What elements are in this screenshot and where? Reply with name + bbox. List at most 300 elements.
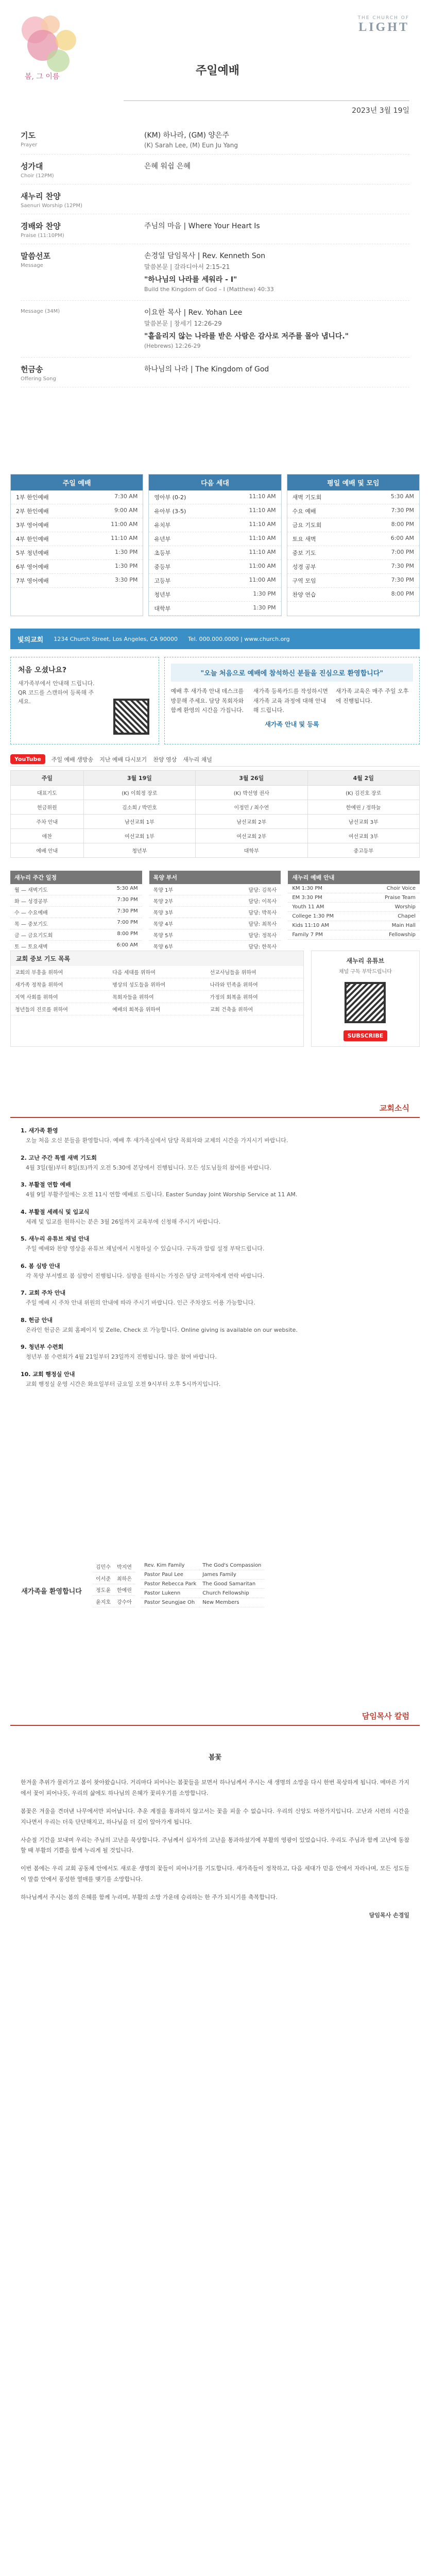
scripture: 말씀본문 | 갈라디아서 2:15-21	[144, 263, 230, 270]
schedule-name: 3부 영어예배	[16, 522, 49, 529]
address-line: 1234 Church Street, Los Angeles, CA 90000	[54, 635, 178, 642]
roster-cell: 여선교회 3부	[307, 829, 419, 843]
news-heading: 1. 새가족 환영	[21, 1127, 58, 1134]
member-cell: Pastor Lukenn	[141, 1589, 199, 1598]
youtube-link[interactable]: 새누리 채널	[183, 756, 212, 763]
list-item-name: Family 7 PM	[292, 932, 323, 938]
prayer-item: 가정의 회복을 위하여	[206, 991, 303, 1003]
roster-cell: 애찬	[11, 829, 84, 843]
schedule-time: 8:00 PM	[391, 590, 414, 597]
member-row	[141, 1580, 264, 1589]
member-row	[93, 1596, 135, 1607]
roster-row	[11, 815, 420, 829]
sermon-title: "흩을리지 않는 나라를 받은 사람은 감사로 저주를 몰아 냅니다."	[144, 332, 349, 341]
schedule-time: 7:30 PM	[391, 577, 414, 583]
schedule-row	[149, 602, 281, 616]
new-members	[93, 1561, 409, 1607]
order-value-sub: (K) Sarah Lee, (M) Eun Ju Yang	[144, 142, 238, 149]
news-body: 4월 9일 부활주일에는 오전 11시 연합 예배로 드립니다. Easter Sunday Joint Worship Service at 11 AM.	[26, 1191, 298, 1198]
schedule-row	[11, 560, 143, 574]
newcomer-title: 처음 오셨나요?	[18, 666, 67, 674]
schedule-row	[287, 560, 419, 574]
news-heading: 6. 봄 심방 안내	[21, 1262, 60, 1269]
order-label-en: Saenuri Worship (12PM)	[21, 203, 82, 209]
member-row	[141, 1598, 264, 1607]
sermon-subtitle: Build the Kingdom of God – I (Matthew) 40:33	[144, 286, 274, 293]
church-brand	[358, 15, 409, 35]
list-item-value: 7:30 PM	[117, 908, 138, 914]
schedule-name: 중등부	[154, 564, 171, 570]
schedule-row	[287, 546, 419, 560]
member-cell: Church Fellowship	[199, 1589, 264, 1598]
brand-small: THE CHURCH OF	[357, 15, 409, 21]
member-cell: 이서준	[93, 1572, 114, 1584]
spring-flower-art	[14, 9, 92, 87]
list-item-name: 월 — 새벽기도	[14, 888, 48, 893]
schedule-time: 5:30 AM	[390, 493, 414, 500]
schedule-name: 새벽 기도회	[292, 494, 322, 501]
roster-header: 3월 19일	[83, 771, 195, 786]
roster-row	[11, 800, 420, 815]
list-item-value: 담당: 정목사	[248, 933, 277, 939]
member-cell: The Good Samaritan	[199, 1580, 264, 1589]
list-item-name: 수 — 수요예배	[14, 910, 48, 916]
column-paragraph: 사순절 기간을 보내며 우리는 주님의 고난을 묵상합니다. 주님께서 십자가의 고난을 통과하셨기에 부활의 영광이 있었습니다. 우리도 주님과 함께 고난에 동참할 때 부활의 기쁨을 함께 누리게 될 것입니다.	[21, 1836, 409, 1854]
schedule-name: 토요 새벽	[292, 536, 316, 543]
list-item-name: 목 — 중보기도	[14, 922, 48, 927]
invite-col: 예배 후 새가족 안내 데스크를 방문해 주세요. 담당 목회자와 함께 환영의 시간을 가집니다.	[170, 688, 244, 714]
list-item-name: Kids 11:10 AM	[292, 923, 329, 928]
roster-cell: 청년부	[83, 843, 195, 858]
art-caption: 봄, 그 이름	[25, 73, 60, 81]
schedule-row	[149, 560, 281, 574]
schedule-name: 수요 예배	[292, 508, 316, 515]
member-row	[93, 1561, 135, 1572]
schedule-name: 대학부	[154, 605, 171, 612]
schedule-time: 11:10 AM	[249, 507, 276, 514]
newcomer-invite	[10, 657, 420, 744]
order-of-worship	[21, 124, 409, 387]
order-value: 주님의 마음 | Where Your Heart Is	[144, 222, 260, 230]
schedule-name: 찬양 연습	[292, 591, 316, 598]
prayer-item: 선교사님들을 위하여	[206, 966, 303, 978]
schedule-time: 1:30 PM	[115, 563, 138, 569]
order-label-en: Message	[21, 263, 43, 268]
schedule-name: 유아부 (3-5)	[154, 508, 186, 515]
invite-col: 새가족 교육은 매주 주일 오후에 진행됩니다.	[335, 688, 409, 704]
news-heading: 10. 교회 행정실 안내	[21, 1370, 75, 1378]
list-item	[10, 929, 142, 941]
info-list	[10, 871, 142, 952]
church-news	[21, 1126, 409, 1389]
order-label-en: Choir (12PM)	[21, 173, 54, 179]
youtube-link[interactable]: 주일 예배 생방송	[51, 756, 94, 763]
service-roster	[10, 770, 420, 858]
list-item-value: 담당: 김목사	[248, 888, 277, 893]
roster-cell: (K) 김진호 장로	[307, 786, 419, 800]
schedule-name: 2부 한인예배	[16, 508, 49, 515]
schedule-time: 7:30 PM	[391, 507, 414, 514]
column-title: 봄꽃	[208, 1754, 222, 1761]
list-item	[10, 918, 142, 929]
list-item-value: 담당: 이목사	[248, 899, 277, 905]
sermon-title: "하나님의 나라를 세워라 - I"	[144, 276, 237, 284]
sermon-subtitle: (Hebrews) 12:26-29	[144, 343, 201, 349]
section-divider	[10, 1725, 420, 1726]
member-row	[141, 1561, 264, 1570]
order-label: 경배와 찬양	[21, 222, 61, 231]
newcomer-info	[164, 657, 420, 744]
list-item-name: KM 1:30 PM	[292, 886, 323, 891]
list-item-value: 담당: 한목사	[248, 944, 277, 950]
invite-subhead: 새가족 안내 및 등록	[265, 721, 319, 728]
member-row	[93, 1572, 135, 1584]
schedule-time: 7:30 AM	[114, 493, 138, 500]
church-address-banner	[10, 629, 420, 649]
schedule-time: 1:30 PM	[253, 590, 276, 597]
news-body: 주일 예배 시 주차 안내 위원의 안내에 따라 주시기 바랍니다. 인근 주차장도 이용 가능합니다.	[26, 1299, 255, 1307]
prayer-item: 병상의 성도들을 위하여	[108, 978, 205, 991]
list-item-name: 화 — 성경공부	[14, 899, 48, 905]
roster-cell: 주차 안내	[11, 815, 84, 829]
roster-cell: 여선교회 1부	[83, 829, 195, 843]
section-divider	[10, 1117, 420, 1118]
member-cell: 강수아	[114, 1596, 135, 1607]
list-item	[10, 907, 142, 918]
schedule-name: 초등부	[154, 550, 171, 556]
column-paragraph: 하나님께서 주시는 봄의 은혜를 함께 누리며, 부활의 소망 가운데 승리하는 한 주가 되시기를 축복합니다.	[21, 1894, 278, 1901]
schedule-time: 11:10 AM	[249, 493, 276, 500]
qr-code-icon[interactable]	[345, 982, 386, 1023]
list-item-name: Youth 11 AM	[292, 904, 324, 910]
schedule-time: 1:30 PM	[253, 604, 276, 611]
subscribe-button[interactable]: SUBSCRIBE	[343, 1030, 388, 1041]
member-cell: Pastor Seungjae Oh	[141, 1598, 199, 1607]
schedule-time: 3:30 PM	[115, 577, 138, 583]
schedule-row	[11, 518, 143, 532]
list-item-value: 7:30 PM	[117, 897, 138, 903]
column-signature: 담임목사 손경일	[369, 1912, 409, 1919]
prayer-section	[10, 951, 420, 1047]
schedule-name: 성경 공부	[292, 564, 316, 570]
roster-cell: 대표기도	[11, 786, 84, 800]
schedule-name: 영아부 (0-2)	[154, 494, 186, 501]
member-cell: 최하은	[114, 1572, 135, 1584]
prayer-item: 목회자들을 위하여	[108, 991, 205, 1003]
schedule-time: 11:00 AM	[249, 563, 276, 569]
schedule-time: 11:00 AM	[111, 521, 138, 528]
prayer-item: 나라와 민족을 위하여	[206, 978, 303, 991]
order-row-prayer	[21, 124, 409, 155]
list-item-name: 목양 2부	[153, 899, 174, 905]
invite-col: 새가족 등록카드를 작성하시면 새가족 교육 과정에 대해 안내해 드립니다.	[253, 688, 328, 714]
newcomer-card	[10, 657, 159, 744]
schedule-name: 구역 모임	[292, 578, 316, 584]
schedule-row	[149, 490, 281, 504]
list-item-value: 6:00 AM	[116, 942, 138, 948]
list-item-value: Fellowship	[389, 932, 416, 938]
prayer-title: 교회 중보 기도 목록	[11, 951, 303, 966]
schedule-row	[11, 504, 143, 518]
order-label: 헌금송	[21, 365, 43, 374]
schedule-name: 고등부	[154, 578, 171, 584]
schedule-box	[148, 474, 281, 616]
news-body: 교회 행정실 운영 시간은 화요일부터 금요일 오전 9시부터 오후 5시까지입니다.	[26, 1380, 221, 1387]
info-list	[149, 871, 281, 952]
roster-cell: 이정민 / 최수연	[196, 800, 307, 815]
list-item	[10, 895, 142, 907]
qr-code-icon[interactable]	[113, 699, 149, 735]
schedule-title: 다음 세대	[149, 474, 281, 490]
youtube-link[interactable]: 찬양 영상	[153, 756, 177, 763]
list-item-value: Main Hall	[391, 923, 416, 928]
prayer-item: 새가족 정착을 위하여	[11, 978, 108, 991]
list-item-name: 토 — 토요새벽	[14, 944, 48, 950]
prayer-item: 예배의 회복을 위하여	[108, 1003, 205, 1015]
schedule-name: 청년부	[154, 591, 171, 598]
schedule-time: 11:10 AM	[249, 521, 276, 528]
schedule-time: 8:00 PM	[391, 521, 414, 528]
list-item	[149, 929, 281, 941]
subscribe-card	[311, 951, 420, 1047]
schedule-row	[149, 546, 281, 560]
order-row-offering	[21, 358, 409, 387]
invite-title: "오늘 처음으로 예배에 참석하신 분들을 진심으로 환영합니다"	[171, 664, 413, 682]
list-item-name: EM 3:30 PM	[292, 895, 322, 901]
roster-cell: 남선교회 3부	[307, 815, 419, 829]
service-date: 2023년 3월 19일	[352, 107, 409, 115]
schedule-time: 11:10 AM	[249, 535, 276, 541]
info-list-title: 새누리 주간 일정	[10, 871, 142, 884]
member-cell: 한예린	[114, 1584, 135, 1596]
newcomer-text: 새가족부에서 안내해 드립니다. QR 코드를 스캔하여 등록해 주세요.	[18, 680, 95, 705]
new-members-label: 새가족을 환영합니다	[21, 1588, 82, 1596]
section-title-news: 교회소식	[380, 1104, 409, 1113]
schedule-row	[149, 532, 281, 546]
column-body	[21, 1777, 409, 1928]
news-heading: 9. 청년부 수련회	[21, 1344, 64, 1350]
prayer-item: 교회의 부흥을 위하여	[11, 966, 108, 978]
roster-header-row	[11, 771, 420, 786]
schedule-name: 유치부	[154, 522, 171, 529]
order-label-en: Praise (11:10PM)	[21, 233, 64, 239]
schedule-row	[287, 532, 419, 546]
roster-cell: (K) 이희정 장로	[83, 786, 195, 800]
member-row	[141, 1589, 264, 1598]
schedule-row	[149, 588, 281, 602]
news-heading: 2. 고난 주간 특별 새벽 기도회	[21, 1154, 97, 1161]
schedule-name: 6부 영어예배	[16, 564, 49, 570]
list-item-name: 목양 3부	[153, 910, 174, 916]
youtube-link[interactable]: 지난 예배 다시보기	[99, 756, 147, 763]
member-cell: Pastor Paul Lee	[141, 1570, 199, 1580]
schedule-row	[287, 490, 419, 504]
schedule-name: 중보 기도	[292, 550, 316, 556]
list-item-value: Chapel	[398, 913, 416, 919]
list-item-name: College 1:30 PM	[292, 913, 334, 919]
section-title-column: 담임목사 칼럼	[362, 1711, 409, 1721]
order-label-en: Message (34M)	[21, 309, 60, 314]
new-members-table	[141, 1561, 264, 1607]
roster-cell: 헌금위원	[11, 800, 84, 815]
schedule-time: 7:00 PM	[391, 549, 414, 555]
prayer-item: 지역 사회를 위하여	[11, 991, 108, 1003]
order-label-en: Prayer	[21, 142, 38, 148]
roster-cell: (K) 박선영 권사	[196, 786, 307, 800]
schedule-name: 7부 영어예배	[16, 578, 49, 584]
prayer-item: 다음 세대를 위하여	[108, 966, 205, 978]
news-heading: 3. 부활절 연합 예배	[21, 1181, 71, 1188]
schedule-row	[11, 490, 143, 504]
list-item	[288, 884, 420, 893]
list-item-value: 8:00 PM	[117, 931, 138, 937]
roster-header: 3월 26일	[196, 771, 307, 786]
member-cell: The God's Compassion	[199, 1561, 264, 1570]
list-item-value: 담당: 최목사	[248, 922, 277, 927]
schedule-name: 유년부	[154, 536, 171, 543]
schedule-time: 1:30 PM	[115, 549, 138, 555]
schedule-name: 5부 청년예배	[16, 550, 49, 556]
scripture: 말씀본문 | 창세기 12:26-29	[144, 320, 222, 327]
roster-cell: 김소희 / 박민호	[83, 800, 195, 815]
news-body: 온라인 헌금은 교회 홈페이지 및 Zelle, Check 로 가능합니다. Online giving is available on our website.	[26, 1326, 298, 1333]
brand-big: LIGHT	[358, 21, 409, 34]
bulletin-header	[0, 0, 430, 124]
info-lists	[10, 871, 420, 952]
list-item-name: 금 — 금요기도회	[14, 933, 53, 939]
info-list-title: 목양 부서	[149, 871, 281, 884]
schedule-name: 1부 한인예배	[16, 494, 49, 501]
schedule-row	[11, 574, 143, 588]
news-body: 주일 예배와 찬양 영상을 유튜브 채널에서 시청하실 수 있습니다. 구독과 알림 설정 부탁드립니다.	[26, 1245, 265, 1252]
news-heading: 8. 헌금 안내	[21, 1316, 53, 1324]
schedule-time: 11:10 AM	[111, 535, 138, 541]
news-body: 각 목양 부서별로 봄 심방이 진행됩니다. 심방을 원하시는 가정은 담당 교역자에게 연락 바랍니다.	[26, 1272, 265, 1279]
order-row-choir	[21, 155, 409, 184]
member-row	[93, 1584, 135, 1596]
order-value: 은혜 워쉽 은혜	[144, 162, 191, 171]
prayer-item: 교회 건축을 위하여	[206, 1003, 303, 1015]
list-item	[288, 912, 420, 921]
schedule-row	[287, 574, 419, 588]
list-item-name: 목양 1부	[153, 888, 174, 893]
schedule-title: 평일 예배 및 모임	[287, 474, 419, 490]
page-title: 주일예배	[196, 64, 240, 77]
column-paragraph: 한겨울 추위가 물러가고 봄이 찾아왔습니다. 거리마다 피어나는 봄꽃들을 보면서 하나님께서 주시는 새 생명의 소망을 다시 한번 묵상하게 됩니다. 메마른 가지에서 꽃이 피어나듯, 우리의 삶에도 하나님의 은혜가 꽃피우기를 소망합니다.	[21, 1779, 409, 1797]
subscribe-text: 채널 구독 부탁드립니다	[338, 969, 392, 975]
order-row-message	[21, 244, 409, 301]
roster-cell: 남선교회 1부	[83, 815, 195, 829]
order-value: 하나님의 나라 | The Kingdom of God	[144, 365, 269, 374]
member-cell: New Members	[199, 1598, 264, 1607]
list-item	[149, 884, 281, 895]
news-heading: 5. 새누리 유튜브 채널 안내	[21, 1235, 90, 1242]
roster-header: 4월 2일	[307, 771, 419, 786]
member-cell: Rev. Kim Family	[141, 1561, 199, 1570]
roster-cell: 대학부	[196, 843, 307, 858]
roster-row	[11, 829, 420, 843]
news-heading: 4. 부활절 세례식 및 입교식	[21, 1208, 90, 1215]
order-value: (KM) 하나라, (GM) 양은주	[144, 131, 229, 140]
schedule-title: 주일 예배	[11, 474, 143, 490]
list-item-value: 담당: 박목사	[248, 910, 277, 916]
news-body: 4월 3일(월)부터 8일(토)까지 오전 5:30에 본당에서 진행됩니다. 모든 성도님들의 참여를 바랍니다.	[26, 1164, 271, 1171]
list-item-value: Worship	[394, 904, 416, 910]
schedule-row	[149, 504, 281, 518]
schedule-box	[10, 474, 143, 616]
schedule-row	[149, 574, 281, 588]
roster-cell: 남선교회 2부	[196, 815, 307, 829]
member-row	[141, 1570, 264, 1580]
schedule-row	[287, 588, 419, 602]
schedule-time: 7:30 PM	[391, 563, 414, 569]
order-row-praise	[21, 214, 409, 244]
new-members-table	[93, 1561, 135, 1607]
list-item-value: 7:00 PM	[117, 920, 138, 925]
column-paragraph: 이번 봄에는 우리 교회 공동체 안에서도 새로운 생명의 꽃들이 피어나기를 기도합니다. 새가족들이 정착하고, 다음 세대가 믿음 안에서 자라나며, 모든 성도들이 말씀 안에서 풍성한 열매를 맺기를 소망합니다.	[21, 1865, 409, 1883]
member-cell: 박지연	[114, 1561, 135, 1572]
youtube-bar	[10, 752, 420, 767]
worship-schedule	[10, 474, 420, 616]
church-logo: 빛의교회	[18, 636, 44, 644]
list-item-value: Choir Voice	[386, 886, 416, 891]
subscribe-title: 새누리 유튜브	[346, 957, 385, 964]
order-label: 성가대	[21, 162, 43, 171]
prayer-list	[10, 951, 304, 1047]
youtube-icon[interactable]: YouTube	[10, 754, 45, 764]
order-row-message-2	[21, 301, 409, 358]
schedule-row	[287, 518, 419, 532]
roster-row	[11, 786, 420, 800]
list-item-value: 5:30 AM	[116, 886, 138, 891]
schedule-row	[149, 518, 281, 532]
preacher: 이요한 목사 | Rev. Yohan Lee	[144, 309, 243, 317]
info-list	[288, 871, 420, 952]
schedule-time: 11:10 AM	[249, 549, 276, 555]
roster-row	[11, 843, 420, 858]
order-label: 기도	[21, 131, 36, 140]
order-label-en: Offering Song	[21, 376, 56, 382]
list-item	[288, 921, 420, 930]
schedule-time: 6:00 AM	[390, 535, 414, 541]
list-item	[149, 907, 281, 918]
list-item	[288, 930, 420, 940]
news-body: 오늘 처음 오신 분들을 환영합니다. 예배 후 새가족실에서 담당 목회자와 교제의 시간을 가지시기 바랍니다.	[26, 1137, 288, 1144]
roster-cell: 여선교회 2부	[196, 829, 307, 843]
news-body: 세례 및 입교를 원하시는 분은 3월 26일까지 교육부에 신청해 주시기 바랍니다.	[26, 1218, 221, 1225]
member-cell: James Family	[199, 1570, 264, 1580]
roster-cell: 중고등부	[307, 843, 419, 858]
info-list-title: 새누리 예배 안내	[288, 871, 420, 884]
member-cell: Pastor Rebecca Park	[141, 1580, 199, 1589]
schedule-row	[287, 504, 419, 518]
list-item	[149, 918, 281, 929]
list-item	[288, 903, 420, 912]
member-cell: 정도윤	[93, 1584, 114, 1596]
list-item	[288, 893, 420, 903]
list-item-name: 목양 5부	[153, 933, 174, 939]
list-item-name: 목양 4부	[153, 922, 174, 927]
schedule-time: 11:00 AM	[249, 577, 276, 583]
list-item	[10, 884, 142, 895]
schedule-name: 4부 한인예배	[16, 536, 49, 543]
list-item	[149, 895, 281, 907]
order-row-saenuri	[21, 184, 409, 214]
schedule-box	[287, 474, 420, 616]
contact-line: Tel. 000.000.0000 | www.church.org	[187, 635, 290, 642]
schedule-time: 9:00 AM	[114, 507, 138, 514]
member-cell: 윤지호	[93, 1596, 114, 1607]
